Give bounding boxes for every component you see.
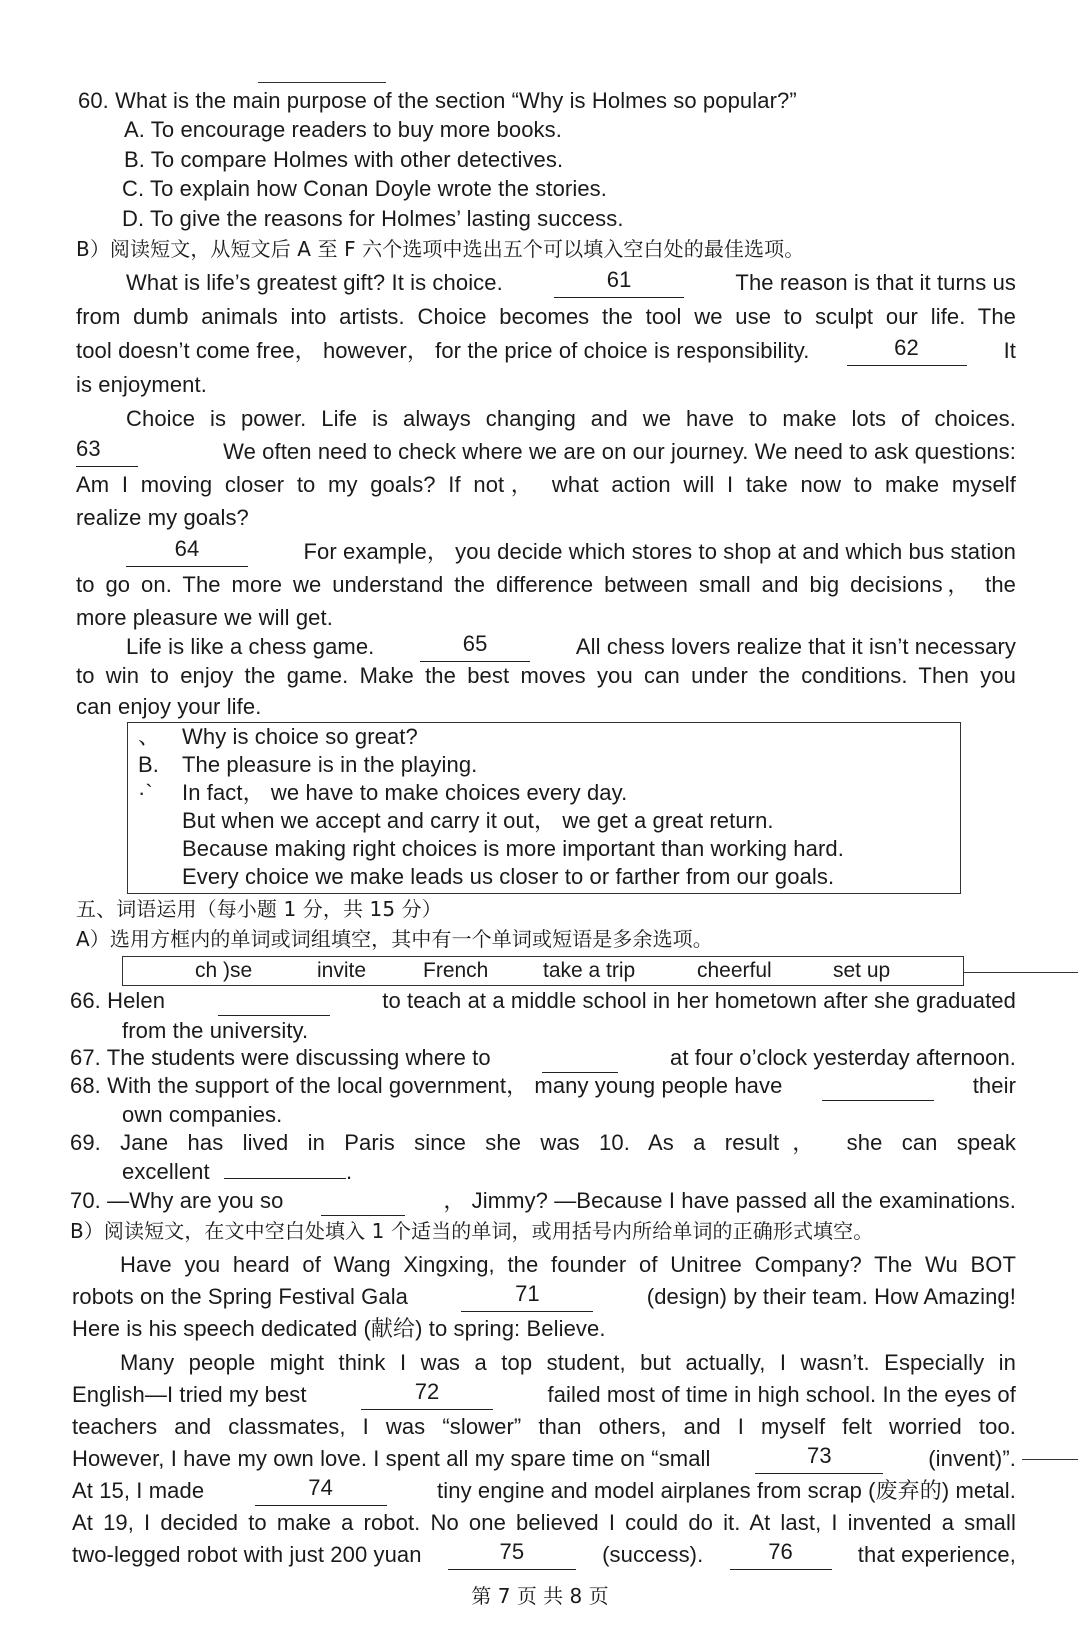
word-box	[122, 956, 964, 986]
passage-line2-text-b: (design) by their team. How Amazing!	[646, 1284, 1016, 1309]
passage-line10	[72, 1540, 1016, 1570]
option-b-text: The pleasure is in the playing.	[182, 752, 478, 777]
q69-text-b: excellent	[122, 1159, 210, 1184]
top-rule	[258, 82, 386, 83]
word-box-item: invite	[317, 959, 367, 982]
q70-blank[interactable]	[321, 1186, 405, 1216]
p4-line1-text-a: Life is like a chess game.	[126, 634, 375, 659]
q60-option-b: B. To compare Holmes with other detectives.	[124, 147, 564, 172]
option-a-letter: 、	[138, 724, 161, 749]
option-e	[138, 834, 844, 864]
option-c-text: In fact， we have to make choices every day.	[182, 780, 628, 805]
q60-stem: 60. What is the main purpose of the section “Why is Holmes so popular?”	[78, 88, 797, 113]
p2-line1: Choice is power. Life is always changing and we have to make lots of choices.	[126, 406, 1016, 431]
passage-line10-text-b: (success).	[602, 1542, 704, 1567]
option-b-letter: B.	[138, 752, 159, 777]
q70-text-b: ， Jimmy? —Because I have passed all the examinations.	[443, 1188, 1016, 1213]
q68-text-b: their	[972, 1073, 1016, 1098]
word-box-item: French	[423, 959, 489, 982]
q69-line2	[122, 1157, 352, 1187]
option-a-text: Why is choice so great?	[182, 724, 418, 749]
passage-line7	[72, 1444, 1016, 1474]
q60-option-c: C. To explain how Conan Doyle wrote the stories.	[122, 176, 607, 201]
passage-line5	[72, 1380, 1016, 1410]
q66-line1	[70, 986, 1016, 1016]
passage-line9: At 19, I decided to make a robot. No one believed I could do it. At last, I invented a small	[72, 1510, 1016, 1535]
passage-line8-text-b: tiny engine and model airplanes from scrap (废弃的) metal.	[437, 1478, 1016, 1503]
option-e-text: Because making right choices is more important than working hard.	[182, 836, 844, 861]
passage-line4: Many people might think I was a top student, but actually, I wasn’t. Especially in	[120, 1350, 1016, 1375]
q66-text: to teach at a middle school in her hometown after she graduated	[382, 988, 1016, 1013]
word-box-item: cheerful	[697, 959, 772, 982]
blank-62[interactable]: 62	[847, 336, 967, 366]
q67-text-b: at four o’clock yesterday afternoon.	[669, 1045, 1016, 1070]
option-d-text: But when we accept and carry it out， we get a great return.	[182, 808, 774, 833]
p2-line3: Am I moving closer to my goals? If not， what action will I take now to make myself	[76, 472, 1016, 497]
q66-line2: from the university.	[122, 1018, 309, 1043]
blank-73[interactable]: 73	[755, 1444, 883, 1474]
option-c-letter: ·`	[138, 780, 153, 805]
p4-line1	[126, 632, 1016, 662]
passage-line1: Have you heard of Wang Xingxing, the founder of Unitree Company? The Wu BOT	[120, 1252, 1016, 1277]
passage-line10-text-a: two-legged robot with just 200 yuan	[72, 1542, 422, 1567]
section5-instruction-b: B）阅读短文，在文中空白处填入 1 个适当的单词，或用括号内所给单词的正确形式填空。	[70, 1219, 874, 1243]
blank-71[interactable]: 71	[461, 1282, 593, 1312]
q68-line2: own companies.	[122, 1102, 283, 1127]
passage-line7-text-a: However, I have my own love. I spent all my spare time on “small	[72, 1446, 711, 1471]
blank-76[interactable]: 76	[730, 1540, 832, 1570]
passage-line8-text-a: At 15, I made	[72, 1478, 205, 1503]
option-a	[138, 722, 418, 752]
passage-line2-text-a: robots on the Spring Festival Gala	[72, 1284, 409, 1309]
passage-line3: Here is his speech dedicated (献给) to spring: Believe.	[72, 1316, 606, 1341]
p2-line2	[76, 437, 1016, 467]
q68-line1	[70, 1071, 1016, 1101]
passage-line2	[72, 1282, 1016, 1312]
passage-line5-text-b: failed most of time in high school. In the eyes of	[547, 1382, 1016, 1407]
partb-instruction: B）阅读短文，从短文后 A 至 F 六个选项中选出五个可以填入空白处的最佳选项。	[76, 237, 805, 261]
blank-65[interactable]: 65	[420, 632, 530, 662]
q68-blank[interactable]	[822, 1071, 934, 1101]
passage-line5-text-a: English—I tried my best	[72, 1382, 307, 1407]
word-box-item: take a trip	[543, 959, 636, 982]
blank-61[interactable]: 61	[554, 268, 684, 298]
p2-line2-text: We often need to check where we are on our journey. We need to ask questions:	[223, 439, 1016, 464]
q70-text-a: 70. —Why are you so	[70, 1188, 284, 1213]
blank-75[interactable]: 75	[448, 1540, 576, 1570]
section5-instruction-a: A）选用方框内的单词或词组填空，其中有一个单词或短语是多余选项。	[76, 927, 713, 951]
option-b	[138, 750, 477, 780]
p4-line2: to win to enjoy the game. Make the best moves you can under the conditions. Then you	[76, 663, 1016, 688]
q66-label: 66. Helen	[70, 988, 166, 1013]
blank-63[interactable]: 63	[76, 437, 138, 467]
q69-line1: 69. Jane has lived in Paris since she was 10. As a result， she can speak	[70, 1130, 1016, 1155]
word-box-edge-line	[964, 972, 1078, 973]
p1-line4: is enjoyment.	[76, 372, 207, 397]
option-d	[138, 806, 774, 836]
blank-64[interactable]: 64	[126, 537, 248, 567]
passage-line8	[72, 1476, 1016, 1506]
word-box-item: ch )se	[195, 959, 253, 982]
q69-period: .	[345, 1159, 353, 1184]
q66-blank[interactable]	[218, 986, 330, 1016]
p3-line1-text: For example， you decide which stores to shop at and which bus station	[303, 539, 1016, 564]
p3-line1	[126, 537, 1016, 567]
p1-line1-text-b: The reason is that it turns us	[735, 270, 1016, 295]
p3-line2: to go on. The more we understand the difference between small and big decisions， the	[76, 572, 1016, 597]
p4-line3: can enjoy your life.	[76, 694, 262, 719]
option-c	[138, 778, 627, 808]
word-box-item: set up	[833, 959, 891, 982]
q60-option-a: A. To encourage readers to buy more books.	[124, 117, 562, 142]
p1-line3-text-b: It	[1003, 338, 1016, 363]
q60-option-d: D. To give the reasons for Holmes’ lasting success.	[122, 206, 624, 231]
passage-line7-text-b: (invent)”.	[928, 1446, 1016, 1471]
p3-line3: more pleasure we will get.	[76, 605, 333, 630]
passage-line6: teachers and classmates, I was “slower” than others, and I myself felt worried too.	[72, 1414, 1016, 1439]
passage-edge-line	[1022, 1459, 1078, 1460]
passage-line10-text-c: that experience,	[857, 1542, 1016, 1567]
p1-line2: from dumb animals into artists. Choice becomes the tool we use to sculpt our life. The	[76, 304, 1016, 329]
p1-line1	[126, 268, 1016, 298]
q67-blank[interactable]	[542, 1043, 618, 1073]
section5-title: 五、词语运用（每小题 1 分，共 15 分）	[76, 897, 442, 921]
q68-text-a: 68. With the support of the local government， many young people have	[70, 1073, 783, 1098]
q69-blank[interactable]	[224, 1178, 346, 1179]
p2-line4: realize my goals?	[76, 505, 249, 530]
option-f	[138, 862, 834, 892]
p1-line3-text-a: tool doesn’t come free， however， for the price of choice is responsibility.	[76, 338, 810, 363]
p4-line1-text-b: All chess lovers realize that it isn’t necessary	[575, 634, 1016, 659]
p1-line1-text-a: What is life’s greatest gift? It is choice.	[126, 270, 503, 295]
blank-74[interactable]: 74	[255, 1476, 387, 1506]
q67-line	[70, 1043, 1016, 1073]
option-f-text: Every choice we make leads us closer to or farther from our goals.	[182, 864, 835, 889]
blank-72[interactable]: 72	[361, 1380, 493, 1410]
q70-line	[70, 1186, 1016, 1216]
q67-text-a: 67. The students were discussing where to	[70, 1045, 491, 1070]
page-number-footer: 第 7 页 共 8 页	[471, 1584, 609, 1608]
p1-line3	[76, 336, 1016, 366]
options-box	[127, 722, 961, 894]
